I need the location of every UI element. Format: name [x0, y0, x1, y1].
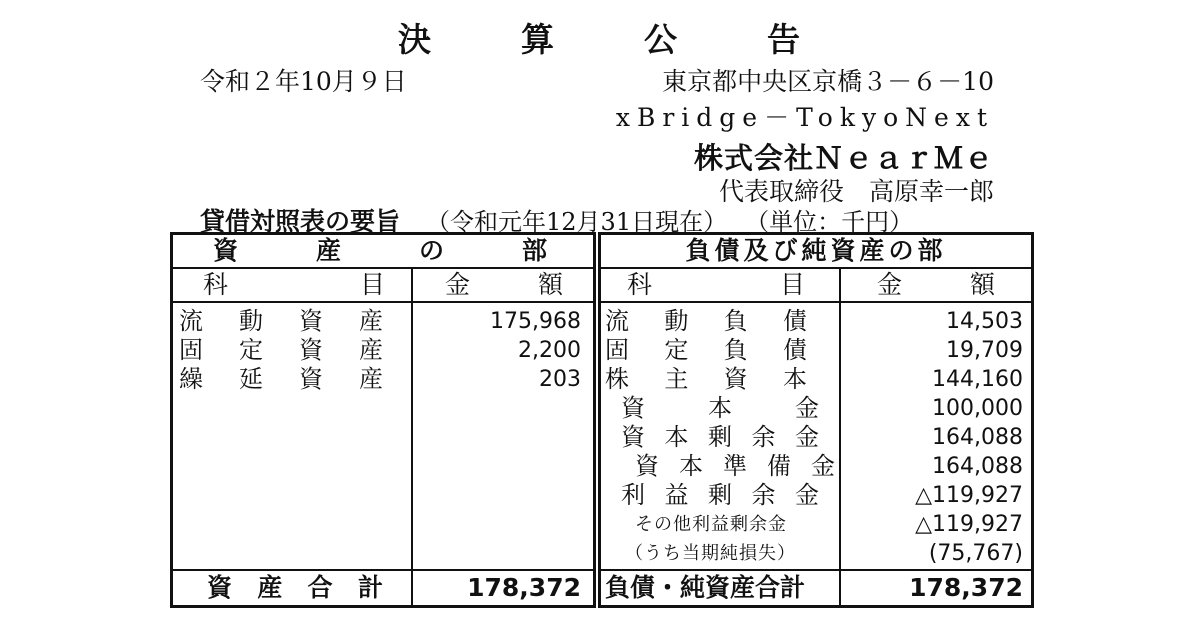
label-char: 資: [299, 365, 323, 393]
label-char: 繰: [179, 365, 203, 393]
row-amount: 164,088: [932, 454, 1023, 479]
representative: 代表取締役 高原幸一郎: [718, 177, 994, 206]
total-char: 合: [307, 573, 333, 602]
liabilities-section: [598, 232, 1034, 608]
column-char: 科: [627, 270, 653, 299]
assets-header-char: 資: [213, 236, 239, 265]
amount-column-header: [877, 269, 995, 301]
amount-column-header: [445, 269, 563, 301]
label-char: 流: [179, 307, 203, 335]
item-column-header: [203, 269, 385, 301]
label-char: 負: [723, 336, 748, 364]
company-name: 株式会社ＮｅａｒＭｅ: [693, 141, 994, 175]
label-char: 定: [664, 336, 689, 364]
row-label: （うち当期純損失）: [625, 543, 796, 564]
label-char: 本: [679, 452, 703, 480]
assets-section-header: [173, 235, 593, 269]
label-char: 流: [605, 307, 629, 335]
table-row: [173, 336, 593, 365]
label-char: 主: [664, 365, 689, 393]
row-amount: (75,767): [928, 541, 1023, 566]
assets-total-amount: 178,372: [467, 573, 581, 602]
label-char: 準: [723, 452, 747, 480]
label-char: 益: [664, 481, 689, 509]
column-char: 目: [779, 270, 805, 299]
table-row: [601, 307, 1031, 336]
label-char: 産: [359, 336, 383, 364]
row-label: [635, 452, 835, 481]
company-address: 東京都中央区京橋３－６－10: [662, 67, 994, 96]
total-char: 産: [257, 573, 283, 602]
title-char: 算: [521, 20, 556, 59]
row-label: [179, 336, 383, 365]
row-label: [179, 365, 383, 394]
column-char: 額: [537, 270, 563, 299]
row-amount: 100,000: [932, 396, 1023, 421]
table-row: [601, 452, 1031, 481]
label-char: 金: [795, 423, 819, 451]
row-amount: 175,968: [490, 309, 581, 334]
label-char: 金: [811, 452, 835, 480]
unit-label: （単位：千円）: [757, 208, 914, 236]
liabilities-total-row: [601, 569, 1031, 605]
title-char: 公: [644, 20, 679, 59]
label-char: 動: [664, 307, 689, 335]
row-label: [605, 336, 807, 365]
title-char: 告: [767, 20, 802, 59]
building-name: xBridge－TokyoNext: [615, 103, 994, 132]
label-char: 延: [239, 365, 263, 393]
label-char: 株: [605, 365, 629, 393]
row-amount: 203: [539, 367, 581, 392]
label-char: 備: [767, 452, 791, 480]
column-char: 目: [359, 270, 385, 299]
assets-header-char: の: [418, 236, 444, 265]
label-char: 負: [723, 307, 748, 335]
column-char: 科: [203, 270, 229, 299]
column-char: 額: [969, 270, 995, 299]
assets-column-header: [173, 269, 593, 303]
assets-total-row: [173, 569, 593, 605]
table-row: [601, 481, 1031, 510]
label-char: 金: [795, 481, 819, 509]
title-char: 決: [398, 20, 433, 59]
liabilities-total-label: 負債・純資産合計: [605, 573, 806, 602]
label-char: 余: [751, 423, 776, 451]
balance-sheet-table: [170, 232, 1034, 608]
as-of-date: （令和元年12月31日現在）: [426, 208, 728, 236]
table-row: [601, 365, 1031, 394]
row-label: [621, 394, 819, 423]
table-row: [601, 394, 1031, 423]
balance-sheet-title: 貸借対照表の要旨: [200, 207, 401, 236]
table-row: [601, 510, 1031, 539]
column-char: 金: [445, 270, 471, 299]
table-row: [601, 423, 1031, 452]
label-char: 債: [782, 307, 807, 335]
label-char: 剰: [708, 481, 732, 509]
row-amount: △119,927: [915, 483, 1023, 508]
label-char: 固: [179, 336, 203, 364]
label-char: 資: [621, 423, 645, 451]
label-char: 余: [751, 481, 776, 509]
page-title: [0, 14, 1200, 61]
assets-total-label: [207, 571, 383, 605]
label-char: 利: [621, 481, 645, 509]
total-char: 資: [207, 573, 233, 602]
table-row: [173, 307, 593, 336]
label-char: 資: [723, 365, 748, 393]
label-char: 固: [605, 336, 629, 364]
row-label: その他利益剰余金: [635, 514, 787, 535]
row-amount: 2,200: [518, 338, 581, 363]
label-char: 定: [239, 336, 263, 364]
row-label: [179, 307, 383, 336]
liabilities-section-header: 負債及び純資産の部: [601, 235, 1031, 269]
row-amount: 164,088: [932, 425, 1023, 450]
row-label: [621, 481, 819, 510]
label-char: 産: [359, 365, 383, 393]
table-row: [173, 365, 593, 394]
table-row: [601, 539, 1031, 568]
label-char: 本: [782, 365, 807, 393]
label-char: 資: [299, 307, 323, 335]
label-char: 資: [299, 336, 323, 364]
label-char: 債: [782, 336, 807, 364]
label-char: 資: [621, 394, 645, 422]
label-char: 動: [239, 307, 263, 335]
liabilities-column-header: [601, 269, 1031, 303]
liabilities-total-amount: 178,372: [909, 573, 1023, 602]
assets-header-char: 産: [315, 236, 341, 265]
label-char: 金: [795, 394, 819, 422]
label-char: 本: [664, 423, 689, 451]
assets-header-char: 部: [521, 236, 547, 265]
row-label: [621, 423, 819, 452]
assets-section: [170, 232, 596, 608]
row-label: [605, 365, 807, 394]
label-char: 資: [635, 452, 659, 480]
table-row: [601, 336, 1031, 365]
row-amount: 19,709: [946, 338, 1023, 363]
row-amount: △119,927: [915, 512, 1023, 537]
label-char: 産: [359, 307, 383, 335]
label-char: 剰: [708, 423, 732, 451]
item-column-header: [627, 269, 805, 301]
notice-date: 令和２年10月９日: [200, 67, 407, 96]
label-char: 本: [708, 394, 732, 422]
row-label: [605, 307, 807, 336]
row-amount: 14,503: [946, 309, 1023, 334]
row-amount: 144,160: [932, 367, 1023, 392]
column-char: 金: [877, 270, 903, 299]
total-char: 計: [357, 573, 383, 602]
